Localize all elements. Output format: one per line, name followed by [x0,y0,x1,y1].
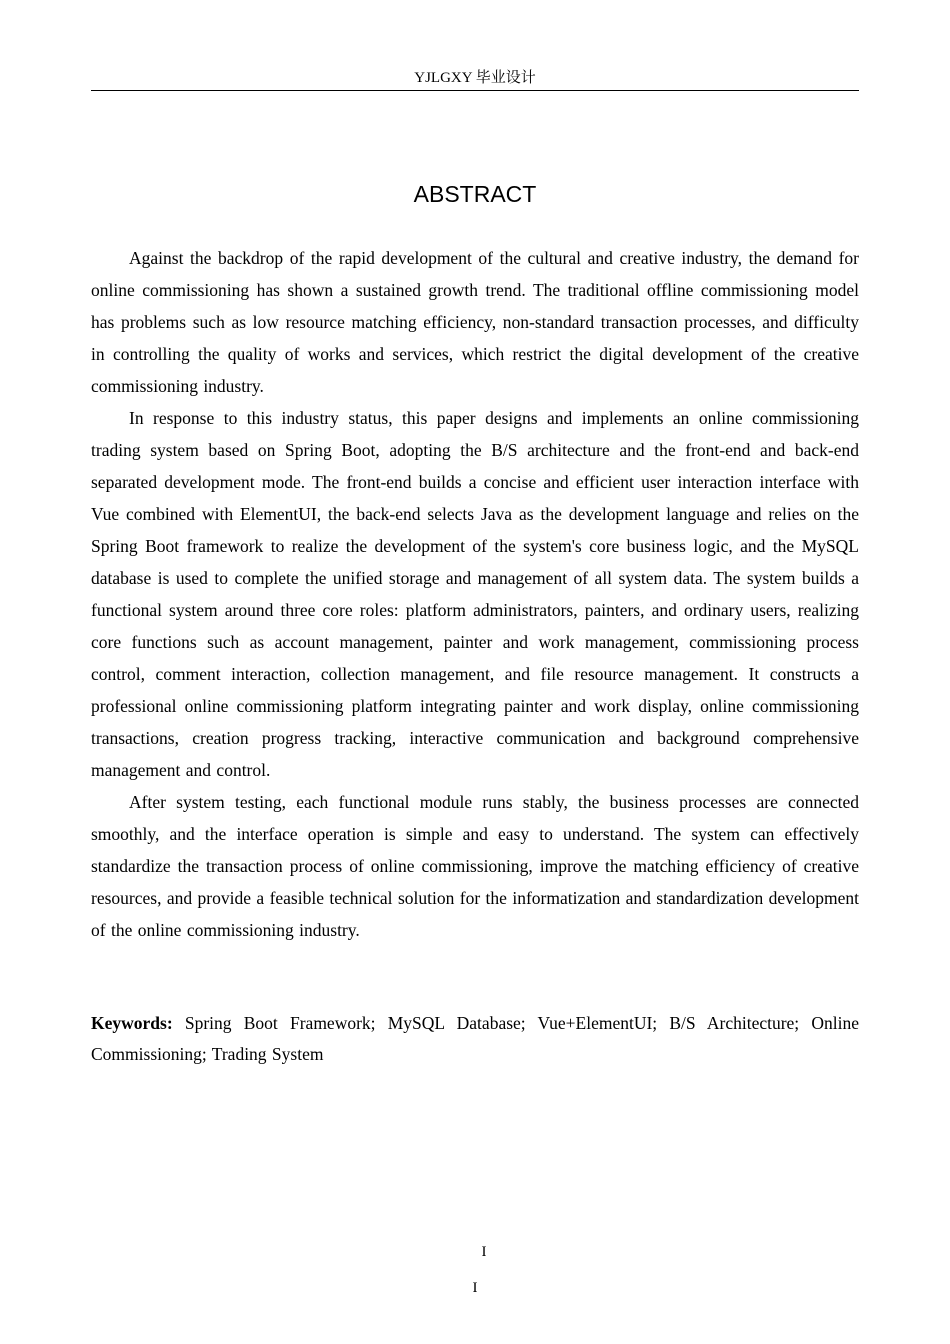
keywords-section [91,1008,859,1070]
keywords-label: Keywords: [91,1013,173,1033]
page-number-bottom: I [472,1280,478,1296]
abstract-paragraph-1: Against the backdrop of the rapid development of the cultural and creative industry, the demand for online commissioning has shown a sustained growth trend. The traditional offline commissioning model has problems such as low resource matching efficiency, non-standard transaction processes, and difficulty in controlling the quality of works and services, which restrict the digital development of the creative commissioning industry. [91,248,859,396]
abstract-title: ABSTRACT [413,181,537,207]
header-text: YJLGXY 毕业设计 [414,70,536,86]
page-number-top: I [481,1244,487,1260]
keywords-text: Spring Boot Framework; MySQL Database; Vue+ElementUI; B/S Architecture; Online Commissioning; Trading System [91,1013,860,1064]
abstract-paragraph-2: In response to this industry status, this paper designs and implements an online commissioning trading system based on Spring Boot, adopting the B/S architecture and the front-end and back-end separated development mode. The front-end builds a concise and efficient user interaction interface with Vue combined with ElementUI, the back-end selects Java as the development language and relies on the Spring Boot framework to realize the development of the system's core business logic, and the MySQL database is used to complete the unified storage and management of all system data. The system builds a functional system around three core roles: platform administrators, painters, and ordinary users, realizing core functions such as account management, painter and work management, commissioning process control, comment interaction, collection management, and file resource management. It constructs a professional online commissioning platform integrating painter and work display, online commissioning transactions, creation progress tracking, interactive communication and background comprehensive management and control. [91,408,859,780]
abstract-body [91,242,859,946]
page-header [91,68,859,91]
abstract-paragraph-3: After system testing, each functional module runs stably, the business processes are connected smoothly, and the interface operation is simple and easy to understand. The system can effectively standardize the transaction process of online commissioning, improve the matching efficiency of creative resources, and provide a feasible technical solution for the informatization and standardization development of the online commissioning industry. [91,792,859,940]
